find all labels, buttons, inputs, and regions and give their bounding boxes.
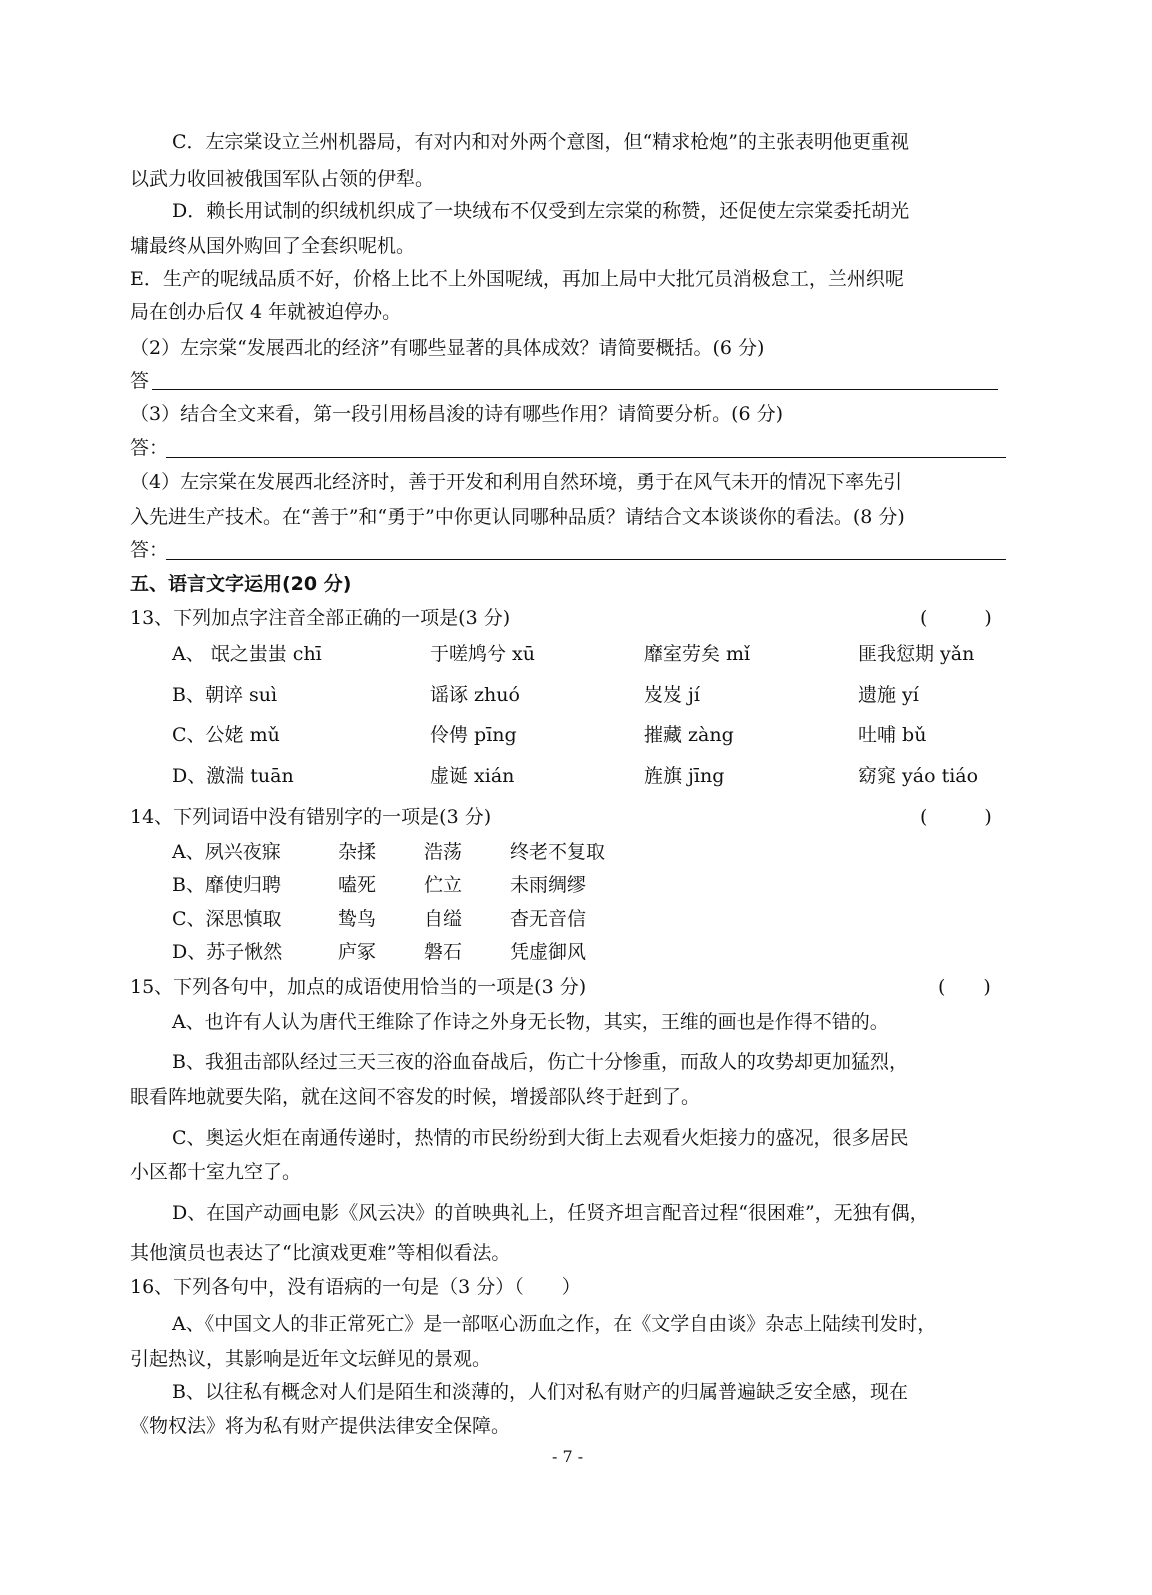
q15-option-b-line2: 眼看阵地就要失陷，就在这间不容发的时候，增援部队终于赶到了。 xyxy=(130,1086,701,1108)
q13-d-2: 虚诞 xián xyxy=(430,765,515,787)
answer-label-4: 答： xyxy=(130,539,169,561)
answer-label-3: 答： xyxy=(130,437,169,459)
q14-d-2: 庐冢 xyxy=(338,941,377,963)
q15-option-b-line1: B、我狙击部队经过三天三夜的浴血奋战后，伤亡十分惨重，而敌人的攻势却更加猛烈， xyxy=(172,1051,908,1073)
q15-option-c-line1: C、奥运火炬在南通传递时，热情的市民纷纷到大街上去观看火炬接力的盛况，很多居民 xyxy=(172,1127,909,1149)
q13-d-1: D、激湍 tuān xyxy=(172,765,294,787)
q15-answer-paren[interactable]: ( ) xyxy=(938,976,991,998)
q14-b-2: 嗑死 xyxy=(338,874,377,896)
q14-stem: 14、下列词语中没有错别字的一项是(3 分) xyxy=(130,806,492,828)
option-d-line1: D．赖长用试制的织绒机织成了一块绒布不仅受到左宗棠的称赞，还促使左宗棠委托胡光 xyxy=(172,200,910,222)
q15-option-d-line1: D、在国产动画电影《风云决》的首映典礼上，任贤齐坦言配音过程“很困难”，无独有偶， xyxy=(172,1202,929,1224)
answer-blank-3[interactable] xyxy=(166,457,1006,458)
q13-c-3: 摧藏 zàng xyxy=(644,724,734,746)
q13-b-1: B、朝谇 suì xyxy=(172,684,278,706)
q14-a-3: 浩荡 xyxy=(424,841,463,863)
question-3: （3）结合全文来看，第一段引用杨昌浚的诗有哪些作用？请简要分析。(6 分) xyxy=(130,403,784,425)
q13-a-4: 匪我愆期 yǎn xyxy=(858,643,975,665)
q14-c-3: 自缢 xyxy=(424,908,463,930)
option-e-line1: E．生产的呢绒品质不好，价格上比不上外国呢绒，再加上局中大批冗员消极怠工，兰州织呢 xyxy=(130,268,904,290)
q14-d-3: 磐石 xyxy=(424,941,463,963)
q13-b-4: 遗施 yí xyxy=(858,684,919,706)
q15-option-c-line2: 小区都十室九空了。 xyxy=(130,1161,302,1183)
q16-option-b-line2: 《物权法》将为私有财产提供法律安全保障。 xyxy=(130,1415,511,1437)
q14-d-4: 凭虚御风 xyxy=(510,941,587,963)
q16-option-a-line2: 引起热议，其影响是近年文坛鲜见的景观。 xyxy=(130,1348,492,1370)
option-c-line1: C．左宗棠设立兰州机器局，有对内和对外两个意图，但“精求枪炮”的主张表明他更重视 xyxy=(172,131,909,153)
q15-option-a: A、也许有人认为唐代王维除了作诗之外身无长物，其实，王维的画也是作得不错的。 xyxy=(172,1011,889,1033)
q13-b-2: 谣诼 zhuó xyxy=(430,684,520,706)
answer-blank-4[interactable] xyxy=(166,559,1006,560)
q13-a-3: 靡室劳矣 mǐ xyxy=(644,643,751,665)
q14-c-2: 鸷鸟 xyxy=(338,908,377,930)
q13-d-4: 窈窕 yáo tiáo xyxy=(858,765,979,787)
q14-c-1: C、深思慎取 xyxy=(172,908,282,930)
q14-d-1: D、苏子愀然 xyxy=(172,941,283,963)
option-e-line2: 局在创办后仅 4 年就被迫停办。 xyxy=(130,301,402,323)
page-number: - 7 - xyxy=(552,1447,584,1466)
option-c-line2: 以武力收回被俄国军队占领的伊犁。 xyxy=(130,168,435,190)
q16-option-a-line1: A、《中国文人的非正常死亡》是一部呕心沥血之作，在《文学自由谈》杂志上陆续刊发时， xyxy=(172,1313,937,1335)
answer-label-2: 答 xyxy=(130,370,150,392)
q15-option-d-line2: 其他演员也表达了“比演戏更难”等相似看法。 xyxy=(130,1242,511,1264)
q13-a-1: A、 氓之蚩蚩 chī xyxy=(172,643,322,665)
q13-b-3: 岌岌 jí xyxy=(644,684,701,706)
section-5-title: 五、语言文字运用(20 分) xyxy=(130,573,352,595)
q16-stem: 16、下列各句中，没有语病的一句是（3 分）（ ） xyxy=(130,1276,581,1298)
q13-answer-paren[interactable]: ( ) xyxy=(920,607,992,629)
option-d-line2: 墉最终从国外购回了全套织呢机。 xyxy=(130,235,416,257)
question-4-line1: （4）左宗棠在发展西北经济时，善于开发和利用自然环境，勇于在风气未开的情况下率先引 xyxy=(130,471,903,493)
question-2: （2）左宗棠“发展西北的经济”有哪些显著的具体成效？请简要概括。(6 分) xyxy=(130,337,765,359)
q13-a-2: 于嗟鸠兮 xū xyxy=(430,643,535,665)
q16-option-b-line1: B、以往私有概念对人们是陌生和淡薄的，人们对私有财产的归属普遍缺乏安全感，现在 xyxy=(172,1381,908,1403)
q15-stem: 15、下列各句中，加点的成语使用恰当的一项是(3 分) xyxy=(130,976,587,998)
q14-b-4: 未雨绸缪 xyxy=(510,874,587,896)
q13-c-4: 吐哺 bǔ xyxy=(858,724,927,746)
q14-a-2: 杂揉 xyxy=(338,841,377,863)
q13-c-2: 伶俜 pīng xyxy=(430,724,517,746)
answer-blank-2[interactable] xyxy=(152,389,998,390)
q13-c-1: C、公姥 mǔ xyxy=(172,724,280,746)
question-4-line2: 入先进生产技术。在“善于”和“勇于”中你更认同哪种品质？请结合文本谈谈你的看法。(8 分) xyxy=(130,506,905,528)
q14-a-4: 终老不复取 xyxy=(510,841,606,863)
q13-d-3: 旌旗 jīng xyxy=(644,765,725,787)
q14-c-4: 杳无音信 xyxy=(510,908,587,930)
q14-a-1: A、夙兴夜寐 xyxy=(172,841,281,863)
q13-stem: 13、下列加点字注音全部正确的一项是(3 分) xyxy=(130,607,511,629)
q14-answer-paren[interactable]: ( ) xyxy=(920,806,992,828)
q14-b-3: 伫立 xyxy=(424,874,463,896)
q14-b-1: B、靡使归聘 xyxy=(172,874,281,896)
